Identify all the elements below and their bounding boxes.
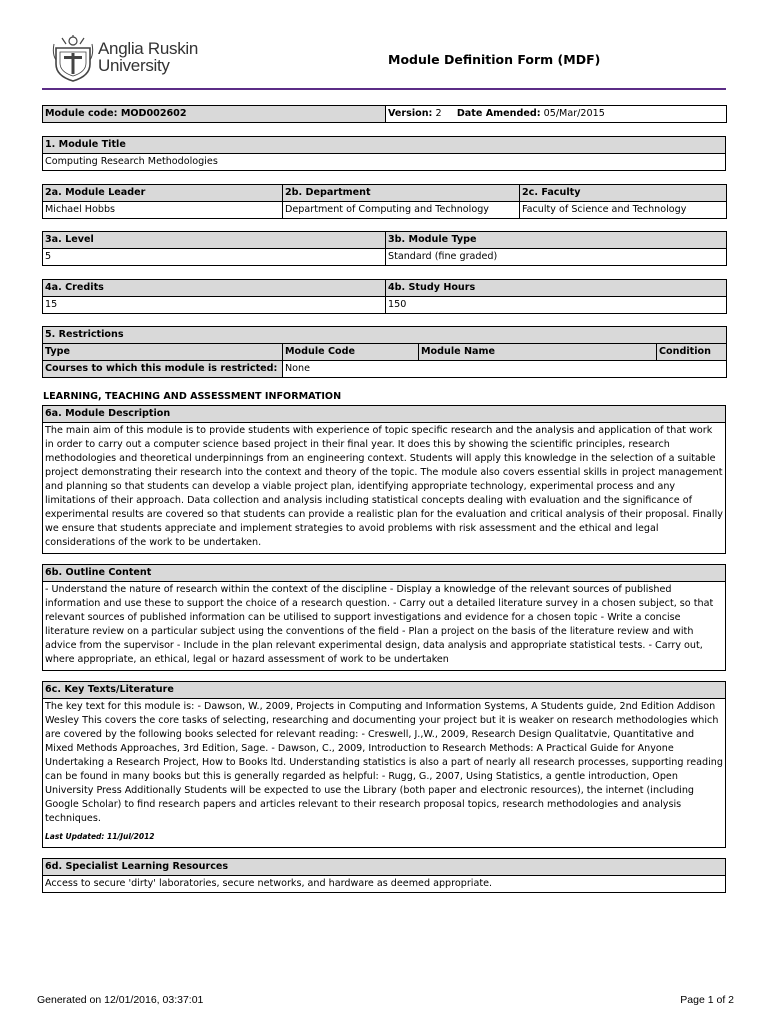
form-title: Module Definition Form (MDF) — [388, 52, 601, 67]
outline-content-text: - Understand the nature of research within the context of the discipline - Display a knowledge of the relevant sources of published information and use these to support the choice of a research question. - Carry out a detailed literature survey in a chosen subject, so that relevant sources of published information can be utilised to support investigations and evidence for a chosen topic - Write a concise literature review on a particular subject using the conventions of the field - Plan a project on the basis of the literature review and with advice from the supervisor - Include in the plan relevant experimental design, data analysis and appropriate statistical tests. - Carry out, where appropriate, an ethical, legal or hazard assessment of work to be undertaken — [43, 582, 726, 671]
version-cell — [386, 106, 727, 123]
level-label: 3a. Level — [43, 232, 386, 249]
crest-icon — [52, 34, 94, 82]
specialist-resources-text: Access to secure 'dirty' laboratories, secure networks, and hardware as deemed appropriate. — [43, 876, 726, 893]
restrictions-row-label: Courses to which this module is restricted: — [43, 361, 283, 378]
module-code-label: Module code: — [45, 108, 118, 119]
module-description-label: 6a. Module Description — [43, 406, 726, 423]
module-leader-label: 2a. Module Leader — [43, 185, 283, 202]
logo-wordmark — [98, 40, 198, 74]
key-texts-cell — [43, 699, 726, 848]
lta-heading: LEARNING, TEACHING AND ASSESSMENT INFORMATION — [43, 391, 342, 402]
department-label: 2b. Department — [283, 185, 520, 202]
restrictions-col-condition: Condition — [657, 344, 727, 361]
restrictions-row-code: None — [283, 361, 727, 378]
restrictions-col-name: Module Name — [419, 344, 657, 361]
university-logo — [52, 34, 212, 84]
key-texts-label: 6c. Key Texts/Literature — [43, 682, 726, 699]
module-meta-table — [42, 105, 727, 123]
date-amended-label: Date Amended: — [456, 108, 541, 119]
restrictions-col-type: Type — [43, 344, 283, 361]
restrictions-table — [42, 326, 727, 378]
module-description-table — [42, 405, 726, 554]
key-texts-text: The key text for this module is: - Dawson, W., 2009, Projects in Computing and Information Systems, A Students guide, 2nd Edition Addison Wesley This covers the core tasks of selecting, researching and documenting your project but it is weaker on research methodologies which are covered by the following books selected for relevant reading: - Creswell, J.,W., 2009, Research Design Qualitatvie, Quantitative and Mixed Methods Approaches, 3rd Edition, Sage. - Dawson, C., 2009, Introduction to Research Methods: A Practical Guide for Anyone Undertaking a Research Project, How to Books ltd. Understanding statistics is also a part of nearly all research processes, supporting reading can be found in many books but this is generally regarded as helpful: - Rugg, G., 2007, Using Statistics, a gentle introduction, Open University Press Additionally Students will be expected to use the Library (both paper and electronic resources), the internet (including Google Scholar) to find research papers and articles relevant to their research proposal topics, research methodologies and analysis techniques. — [45, 701, 723, 824]
module-type-value: Standard (fine graded) — [386, 249, 727, 266]
study-hours-label: 4b. Study Hours — [386, 280, 727, 297]
credits-value: 15 — [43, 297, 386, 314]
outline-content-table — [42, 564, 726, 671]
generated-timestamp: Generated on 12/01/2016, 03:37:01 — [37, 994, 204, 1006]
key-texts-table — [42, 681, 726, 848]
faculty-label: 2c. Faculty — [520, 185, 727, 202]
level-table — [42, 231, 727, 266]
logo-line-1: Anglia Ruskin — [98, 39, 199, 58]
specialist-resources-table — [42, 858, 726, 893]
version-value: 2 — [435, 108, 442, 119]
credits-label: 4a. Credits — [43, 280, 386, 297]
credits-table — [42, 279, 727, 314]
module-code-value: MOD002602 — [120, 108, 187, 119]
faculty-value: Faculty of Science and Technology — [520, 202, 727, 219]
header-divider — [42, 88, 726, 90]
date-amended-value: 05/Mar/2015 — [543, 108, 605, 119]
level-value: 5 — [43, 249, 386, 266]
outline-content-label: 6b. Outline Content — [43, 565, 726, 582]
module-title-value: Computing Research Methodologies — [43, 154, 726, 171]
department-value: Department of Computing and Technology — [283, 202, 520, 219]
last-updated: Last Updated: 11/Jul/2012 — [45, 832, 155, 841]
module-description-text: The main aim of this module is to provide students with experience of topic specific research and the analysis and application of that work in order to carry out a computer science based project in their final year. It does this by showing the scientific principles, research methodologies and theoretical underpinnings from an engineering context. Students will apply this knowledge in the selection of a suitable project demonstrating their research into the context and theory of the topic. The module also covers essential skills in project management and planning so that students can develop a viable project plan, identifying appropriate technology, experimental process and any limitations of their approach. Data collection and analysis including statistical concepts dealing with evaluation and the significance of experimental results are covered so that students can provide a realistic plan for the evaluation and critical analysis of their proposal. Finally we ensure that students appreciate and implement strategies to avoid problems with risk assessment and the ethical and legal considerations of the work to be undertaken. — [43, 423, 726, 554]
restrictions-label: 5. Restrictions — [43, 327, 727, 344]
module-type-label: 3b. Module Type — [386, 232, 727, 249]
module-title-label: 1. Module Title — [43, 137, 726, 154]
logo-line-2: University — [98, 56, 170, 75]
study-hours-value: 150 — [386, 297, 727, 314]
page-number: Page 1 of 2 — [680, 994, 734, 1006]
module-leader-table — [42, 184, 727, 219]
specialist-resources-label: 6d. Specialist Learning Resources — [43, 859, 726, 876]
module-title-table — [42, 136, 726, 171]
module-code-cell — [43, 106, 386, 123]
module-leader-value: Michael Hobbs — [43, 202, 283, 219]
restrictions-col-code: Module Code — [283, 344, 419, 361]
version-label: Version: — [388, 108, 433, 119]
